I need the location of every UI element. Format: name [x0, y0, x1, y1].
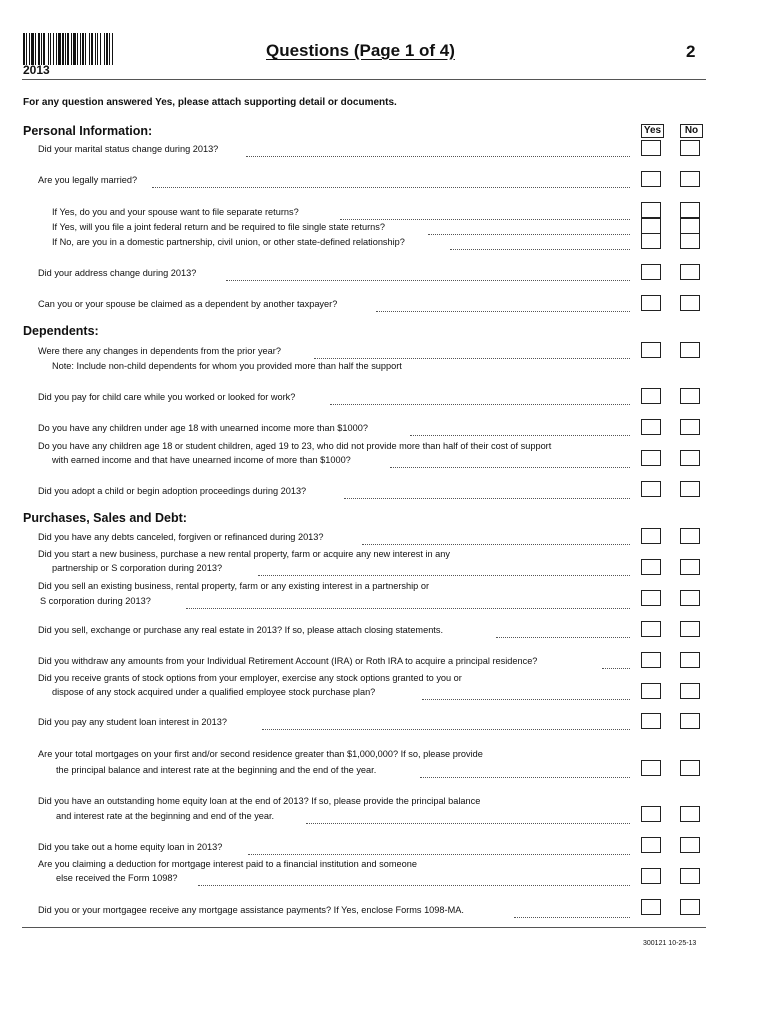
leader-dots [186, 599, 630, 609]
question-text-continued: with earned income and that have unearned income of more than $1000? [52, 455, 351, 465]
question-text: Were there any changes in dependents from the prior year? [38, 346, 281, 356]
form-year: 2013 [23, 63, 50, 77]
checkbox-yes[interactable] [641, 868, 661, 884]
checkbox-no[interactable] [680, 171, 700, 187]
checkbox-yes[interactable] [641, 899, 661, 915]
checkbox-no[interactable] [680, 683, 700, 699]
leader-dots [428, 225, 630, 235]
checkbox-yes[interactable] [641, 202, 661, 218]
leader-dots [152, 178, 630, 188]
checkbox-no[interactable] [680, 264, 700, 280]
question-text: Are you legally married? [38, 175, 138, 185]
question-text: Did you pay any student loan interest in 2013? [38, 717, 227, 727]
leader-dots [602, 659, 630, 669]
leader-dots [450, 240, 630, 250]
question-text: Did you sell an existing business, rental property, farm or any existing interest in a partnership or [38, 581, 429, 591]
leader-dots [422, 690, 630, 700]
leader-dots [390, 458, 630, 468]
leader-dots [344, 489, 630, 499]
question-text: Did you withdraw any amounts from your Individual Retirement Account (IRA) or Roth IRA to acquire a principal residence? [38, 656, 538, 666]
checkbox-yes[interactable] [641, 388, 661, 404]
leader-dots [340, 210, 630, 220]
checkbox-yes[interactable] [641, 713, 661, 729]
checkbox-no[interactable] [680, 295, 700, 311]
question-text: Are your total mortgages on your first and/or second residence greater than $1,000,000? If so, please provide [38, 749, 483, 759]
checkbox-yes[interactable] [641, 140, 661, 156]
leader-dots [258, 566, 630, 576]
question-note: Note: Include non-child dependents for whom you provided more than half the support [52, 361, 402, 371]
checkbox-yes[interactable] [641, 295, 661, 311]
barcode-bar [113, 33, 114, 65]
leader-dots [198, 876, 630, 886]
checkbox-no[interactable] [680, 559, 700, 575]
checkbox-no[interactable] [680, 481, 700, 497]
checkbox-yes[interactable] [641, 264, 661, 280]
leader-dots [376, 302, 630, 312]
leader-dots [496, 628, 630, 638]
question-text: Did you adopt a child or begin adoption proceedings during 2013? [38, 486, 307, 496]
yes-column-header: Yes [641, 124, 664, 138]
question-text: Do you have any children under age 18 with unearned income more than $1000? [38, 423, 368, 433]
question-text: Are you claiming a deduction for mortgage interest paid to a financial institution and someone [38, 859, 417, 869]
checkbox-yes[interactable] [641, 806, 661, 822]
question-text: Did you receive grants of stock options from your employer, exercise any stock options granted to you or [38, 673, 462, 683]
checkbox-no[interactable] [680, 528, 700, 544]
leader-dots [246, 147, 630, 157]
checkbox-yes[interactable] [641, 760, 661, 776]
checkbox-no[interactable] [680, 868, 700, 884]
question-text: Did your marital status change during 2013? [38, 144, 219, 154]
question-text: Did you pay for child care while you worked or looked for work? [38, 392, 296, 402]
checkbox-yes[interactable] [641, 559, 661, 575]
checkbox-yes[interactable] [641, 171, 661, 187]
checkbox-yes[interactable] [641, 481, 661, 497]
leader-dots [362, 535, 630, 545]
checkbox-no[interactable] [680, 837, 700, 853]
checkbox-yes[interactable] [641, 590, 661, 606]
checkbox-no[interactable] [680, 233, 700, 249]
checkbox-no[interactable] [680, 342, 700, 358]
checkbox-no[interactable] [680, 621, 700, 637]
checkbox-yes[interactable] [641, 233, 661, 249]
checkbox-yes[interactable] [641, 837, 661, 853]
leader-dots [314, 349, 630, 359]
page-title: Questions (Page 1 of 4) [266, 41, 455, 60]
header-rule [22, 79, 706, 80]
leader-dots [410, 426, 630, 436]
checkbox-yes[interactable] [641, 450, 661, 466]
leader-dots [262, 720, 630, 730]
section-personal-information: Personal Information: [23, 124, 153, 138]
question-text: If Yes, will you file a joint federal return and be required to file single state returns? [52, 222, 385, 232]
barcode [23, 33, 158, 65]
checkbox-no[interactable] [680, 202, 700, 218]
leader-dots [226, 271, 630, 281]
checkbox-no[interactable] [680, 388, 700, 404]
question-text: Did you have any debts canceled, forgiven or refinanced during 2013? [38, 532, 324, 542]
question-text: Do you have any children age 18 or student children, aged 19 to 23, who did not provide more than half of their cost of support [38, 441, 552, 451]
checkbox-yes[interactable] [641, 528, 661, 544]
question-text: Did you or your mortgagee receive any mortgage assistance payments? If Yes, enclose Forms 1098-MA. [38, 905, 464, 915]
question-text: Did you start a new business, purchase a new rental property, farm or acquire any new interest in any [38, 549, 450, 559]
no-column-header: No [680, 124, 703, 138]
intro-text: For any question answered Yes, please attach supporting detail or documents. [23, 97, 397, 108]
question-text-continued: S corporation during 2013? [40, 596, 151, 606]
form-id: 300121 10-25-13 [643, 940, 697, 947]
question-text: Can you or your spouse be claimed as a dependent by another taxpayer? [38, 299, 338, 309]
question-text: Did you sell, exchange or purchase any real estate in 2013? If so, please attach closing statements. [38, 625, 443, 635]
question-text: Did you take out a home equity loan in 2013? [38, 842, 223, 852]
checkbox-no[interactable] [680, 760, 700, 776]
leader-dots [330, 395, 630, 405]
checkbox-yes[interactable] [641, 218, 661, 234]
leader-dots [248, 845, 630, 855]
section-purchases-sales-debt: Purchases, Sales and Debt: [23, 511, 187, 525]
checkbox-no[interactable] [680, 218, 700, 234]
question-text-continued: the principal balance and interest rate at the beginning and the end of the year. [56, 765, 377, 775]
leader-dots [514, 908, 630, 918]
question-text-continued: dispose of any stock acquired under a qualified employee stock purchase plan? [52, 687, 376, 697]
question-text: Did you have an outstanding home equity loan at the end of 2013? If so, please provide the principal balance [38, 796, 481, 806]
leader-dots [306, 814, 630, 824]
checkbox-no[interactable] [680, 450, 700, 466]
checkbox-no[interactable] [680, 652, 700, 668]
section-dependents: Dependents: [23, 324, 99, 338]
checkbox-no[interactable] [680, 806, 700, 822]
footer-rule [22, 927, 706, 928]
question-text-continued: and interest rate at the beginning and end of the year. [56, 811, 275, 821]
checkbox-yes[interactable] [641, 621, 661, 637]
question-text: If No, are you in a domestic partnership, civil union, or other state-defined relationship? [52, 237, 405, 247]
question-text-continued: partnership or S corporation during 2013? [52, 563, 223, 573]
leader-dots [420, 768, 630, 778]
checkbox-no[interactable] [680, 590, 700, 606]
checkbox-no[interactable] [680, 713, 700, 729]
question-text-continued: else received the Form 1098? [56, 873, 178, 883]
checkbox-no[interactable] [680, 140, 700, 156]
checkbox-yes[interactable] [641, 683, 661, 699]
checkbox-yes[interactable] [641, 652, 661, 668]
checkbox-yes[interactable] [641, 342, 661, 358]
checkbox-no[interactable] [680, 899, 700, 915]
checkbox-yes[interactable] [641, 419, 661, 435]
question-text: If Yes, do you and your spouse want to file separate returns? [52, 207, 299, 217]
page-number: 2 [686, 42, 696, 61]
question-text: Did your address change during 2013? [38, 268, 197, 278]
checkbox-no[interactable] [680, 419, 700, 435]
